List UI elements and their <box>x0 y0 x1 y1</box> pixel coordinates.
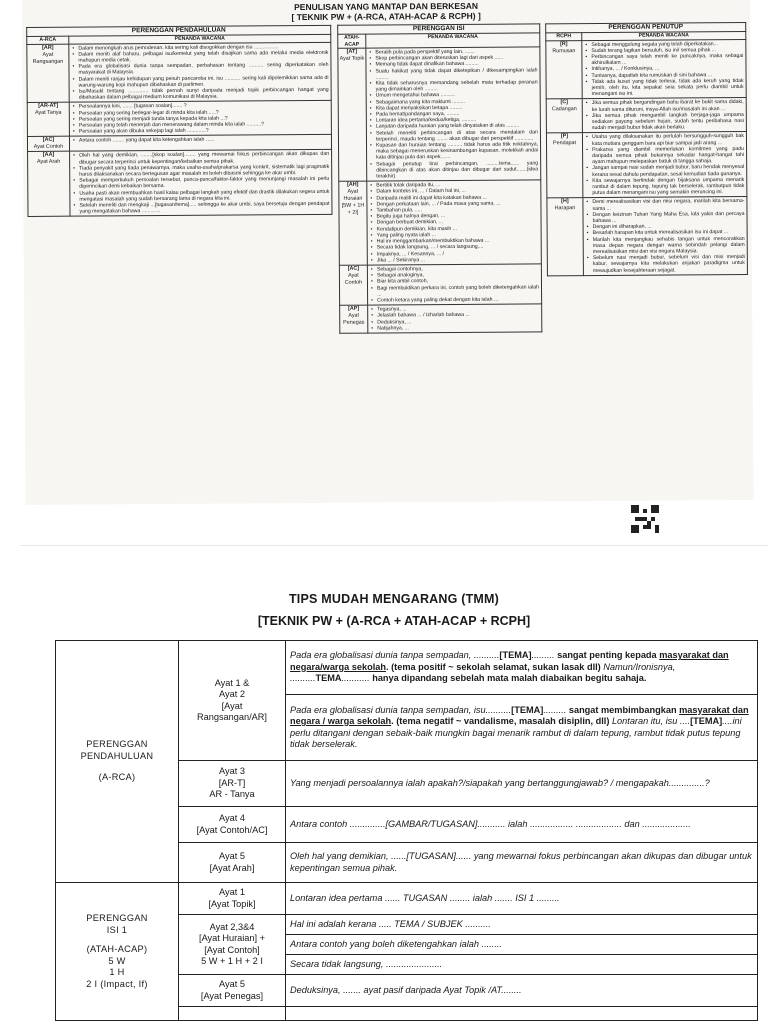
ayat-code: [AR-AT] Ayat Tanya <box>27 103 69 137</box>
list-item: • Dalam menongkah arus pemodenan, kita sering kali disogokkan dengan isu ................. <box>72 43 328 51</box>
list-item: • Sebagai analoginya, <box>371 272 539 279</box>
list-item: • Sebagaimana yang kita maklumi ......... <box>370 98 538 105</box>
list-item: • Sebagai contohnya, <box>371 265 539 272</box>
list-item: • Jangan sampai nasi sudah menjadi bubur, baru hendak menyesal kerana sesal dahulu pendapatan, sesal kemudian tiada gunanya. <box>586 164 744 178</box>
list-item: • Natijahnya, ... <box>371 324 539 331</box>
list-item: • Sudah terang lagikan bersuluh, isu ini/ semua pihak ... <box>585 47 743 54</box>
section-heading: PERENGGAN ISI <box>337 23 540 33</box>
list-item: • Jika semua pihak mengambil langkah berjaga-jaga umpama sediakan payung sebelum hujan, sudah tentu peribahasa nasi sudah menjadi bubur tidak akan berlaku. <box>586 112 744 132</box>
list-item: • Persoalannya kini, ....... [tugasan soalan]....... ? <box>73 102 329 110</box>
ayat-label: Ayat 1 & Ayat 2 [Ayat Rangsangan/AR] <box>179 641 286 761</box>
ayat-code: [AA] Ayat Arah <box>28 152 70 217</box>
list-item: • Setelah meneliti dan mengkaji ...[tugasan/tema]..... sehingga ke akar umbi, saya bersetuju dengan pendapat yang mengatakan bahawa ............. <box>73 201 329 215</box>
penanda-wacana-list <box>70 150 332 217</box>
table-row <box>546 39 746 99</box>
table-row <box>27 42 331 103</box>
list-item: • Yang paling nyata ialah ... <box>371 231 539 238</box>
table-row-cut-off <box>179 1007 286 1021</box>
list-item: • Persoalan yang sering menjadi tanda tanya kepada kita ialah ...? <box>73 115 329 123</box>
list-item: • Dengan ini diharapkan, ... <box>587 223 745 230</box>
table-row <box>546 132 746 198</box>
list-item: • Tidak ada kusut yang tidak terlerai, tidak ada keruh yang tidak jernih, oleh itu, kita sepakat seia sekata perlu diambil untuk menangani isu ini. <box>586 78 744 98</box>
list-item: • Deduksinya, ... <box>371 318 539 325</box>
ayat-label: Ayat 2,3&4 [Ayat Huraian] + [Ayat Contoh] 5 W + 1 H + 2 I <box>179 915 286 975</box>
list-item: • Kita sewajarnya bertindak dengan bijaksana umpama menarik rambut di dalam tepung, tepung tak berselerak, rambutpun tidak putus dalam menangani isu yang semakin meruncing ini. <box>586 177 744 197</box>
list-item: • Oleh hal yang demikian, ........[skop soalan]........ yang mewarnai fokus perbincangan akan dikupas dan dibugar secara terperinci untuk kepentingan/kebaikan semua pihak. <box>73 151 329 165</box>
bottom-page-title: TIPS MUDAH MENGARANG (TMM) <box>288 592 500 606</box>
ayat-label: Ayat 4 [Ayat Contoh/AC] <box>179 807 286 843</box>
penanda-wacana-list <box>582 98 746 133</box>
table-row <box>546 98 746 133</box>
top-page-subtitle: [ TEKNIK PW + (A-RCA, ATAH-ACAP & RCPH) ] <box>291 10 481 23</box>
list-item: • Skop perbincangan akan diteruskan lagi dari aspek ...... <box>369 55 537 62</box>
list-item: • Kita tidak seharusnya memandang sebelah mata terhadap peranan yang dimainkan oleh ......... <box>370 79 538 93</box>
penanda-wacana-list <box>367 180 542 265</box>
list-item: • Isu/Masukl tentang .............. tidak pernah sunyi daripada menjadi topik perbincangan hangat yang dibahaskan dalam pelbagai medium komunikasi di Malaysia. <box>73 87 329 101</box>
penanda-wacana-list <box>366 47 541 181</box>
ayat-code: [AC] Ayat Contoh <box>27 137 69 152</box>
list-item: • Kendatipun demikian, kita masih ... <box>371 225 539 232</box>
label-pendahuluan: PERENGGAN PENDAHULUAN (A-RCA) <box>56 641 179 883</box>
list-item: • Pada era globalisasi dunia tanpa sempadan, perbahasan tentang .......... sering diperkatakan oleh masyarakat di Malaysia. <box>72 62 328 76</box>
column-header-penanda: PENANDA WACANA <box>69 34 331 43</box>
list-item: • Secara tidak langsung, ... / secara langsung,... <box>371 244 539 251</box>
list-item: • Bertitik tolak daripada itu, ... <box>370 182 538 189</box>
list-item: • Setelah meneliti perbincangan di atas secara mendalam dan terperinci, maudu tentang ........ akan dibugar dari perspektif ............. <box>370 129 538 143</box>
list-item: • Marilah kita menjangkau sehabis tangan untuk mencorakkan masa depan negara dengan warna sebindah pelangi dalam merealisasikan misi dan visi negara Malaysia. <box>587 236 745 256</box>
list-item: • Pada hemat/pandangan saya, ......... <box>370 110 538 117</box>
list-item: • Umum mengetahui bahawa .......... <box>370 92 538 99</box>
list-item: • Persoalan yang telah menerjah dan menerawang dalam minda kita ialah ..........? <box>73 121 329 129</box>
list-item: • Lontaran idea pertama/kedua/ketiga, .......... <box>370 117 538 124</box>
penanda-wacana-list <box>582 39 746 99</box>
list-item: • Daripada realiti ini dapat kita katakan bahawa ... <box>370 194 538 201</box>
top-page-document <box>22 0 754 505</box>
section-penutup <box>545 22 749 498</box>
list-item: • Demi merealisasikan visi dan misi negara, marilah kita bersama-sama ... <box>586 198 744 212</box>
list-item: • Dalam meniti ranjau kehidupan yang penuh pancaroba ini, isu ........... sering kali dipolemikkan sama ada di warung-warung kopi mahupun dibahaskan di parlimen. <box>73 74 329 88</box>
ayat-code: [AT] Ayat Topik <box>338 48 367 181</box>
list-item: • Perbincangan saya telah meniti ke puncaknya, maka sebagai akhirulkalam ... <box>585 53 743 67</box>
list-item: • Kupasan dan huraian tentang .......... tidak harus ada titik noktahnya, maka sebagai meneruskan kesinambungan kupasan, molekkah andai kata ditinjau pula dari aspek....... <box>370 141 538 161</box>
ayat-label: Ayat 5 [Ayat Penegas] <box>179 975 286 1007</box>
ayat-code: [AC] Ayat Contoh <box>339 265 367 305</box>
isi-table <box>337 32 542 333</box>
table-row <box>338 47 541 182</box>
list-item: • Dalam meniti alaf baharu, pelbagai isu/kemelut yang telah disajikan sama ada melalui media elektronik mahupun media cetak. <box>72 50 328 64</box>
list-item: • Bagi membuktikan perkara ini, contoh yang boleh diketengahkan ialah ... <box>371 284 539 298</box>
list-item: • Begitu juga halnya dengan, ... <box>371 213 539 220</box>
pendahuluan-table <box>26 34 332 217</box>
section-pendahuluan <box>26 25 334 502</box>
list-item: • Dengan perkataan lain, ... / Pada masa yang sama, ... <box>370 200 538 207</box>
list-item: • Suatu hakikat yang tidak dapat diketepikan / dikesampingkan ialah ......... <box>369 67 537 81</box>
template-sentence: Secara tidak langsung, ...................... <box>286 955 758 975</box>
column-header-code: RCPH <box>546 33 582 41</box>
list-item: • Tiada penyakit yang tiada penawarnya, maka usaha-usaha/prakarsa yang konkrit, sistematik lagi pragmatik harus dilaksanakan secara bertegusan agar masalah ini boleh dibasmi sehingga ke akar umbi. <box>73 164 329 178</box>
list-item: • Beralih pula pada perspektif yang lain, ....... <box>369 48 537 55</box>
ayat-code: [AR] Ayat Rangsangan <box>27 44 69 103</box>
ayat-code: [P] Pendapat <box>546 133 582 198</box>
column-header-penanda: PENANDA WACANA <box>366 33 540 48</box>
ayat-code: [R] Rumusan <box>546 40 582 99</box>
bottom-page-document <box>20 545 768 1024</box>
ayat-code: [AP] Ayat Penegas <box>340 305 368 333</box>
section-isi <box>337 23 543 499</box>
penutup-table <box>545 31 748 276</box>
table-row <box>547 197 748 276</box>
table-row <box>27 101 331 137</box>
list-item: • Prakarsa yang diambil memerlukan komitmen yang padu daripada semua pihak bukannya sekadar hangat-hangat tahi ayam mahupun melepaskan batuk di tangga sahaja. <box>586 146 744 166</box>
list-item: • Antara contoh ........ yang dapat kita ketengahkan ialah ...... <box>73 136 329 144</box>
template-sentence: Oleh hal yang demikian, ......[TUGASAN]...... yang mewarnai fokus perbincangan akan dikupas dan dibugar untuk kepentingan semua pihak. <box>286 843 758 883</box>
table-row <box>339 264 541 306</box>
list-item: • Tambahan pula, ..... <box>370 206 538 213</box>
list-item: • Lanjutan daripada huraian yang telah dinyatakan di atas ......... <box>370 123 538 130</box>
template-sentence: Antara contoh ..............[GAMBAR/TUGASAN]........... ialah ................. .................. dan ................... <box>286 807 758 843</box>
template-sentence: Yang menjadi persoalannya ialah apakah?/siapakah yang bertanggungjawab? / mengapakah..............? <box>286 761 758 807</box>
ayat-label: Ayat 3 [AR-T] AR - Tanya <box>179 761 286 807</box>
template-sentence: Hal ini adalah kerana ..... TEMA / SUBJEK .......... <box>286 915 758 935</box>
column-header-code: A-RCA <box>27 36 69 44</box>
table-row-cut-off <box>286 1007 758 1021</box>
list-item: • Jelaslah bahawa ... / Izharlah bahawa ... <box>371 312 539 319</box>
section-heading: PERENGGAN PENUTUP <box>545 22 746 32</box>
template-sentence: Pada era globalisasi dunia tanpa sempadan, ..........[TEMA]......... sangat penting kepada masyarakat dan negara/warga sekolah. (tema positif ~ sekolah selamat, sukan lasak dll) Namun/Ironisnya, ..........TEMA........... hanya dipandang sebelah mata malah diabaikan begitu sahaja. <box>286 641 758 695</box>
list-item: • Memang tidak dapat dinafikan bahawa ......... <box>369 61 537 68</box>
list-item: • Jika semua pihak bergandingan bahu ibarat ke bukit sama didaki, ke lurah sama dituruni, insya-Allah isu/masalah ini akan ... <box>586 99 744 113</box>
list-item: • Jika ... / Sekiranya ... <box>371 256 539 263</box>
ayat-code: [C] Cadangan <box>546 99 582 133</box>
list-item: • Usaha yang dilaksanakan itu perlulah bersungguh-sungguh bak kata mutiara genggam bara api biar sampai jadi arang ... <box>586 133 744 147</box>
ayat-label: Ayat 1 [Ayat Topik] <box>179 883 286 915</box>
template-sentence: Antara contoh yang boleh diketengahkan ialah ........ <box>286 935 758 955</box>
list-item: • Biar kita ambil contoh, <box>371 278 539 285</box>
penanda-wacana-list <box>582 132 746 198</box>
tmm-table <box>55 640 758 1021</box>
penanda-wacana-list <box>368 304 542 333</box>
list-item: • Tegasnya, ... <box>371 306 539 313</box>
template-sentence: Deduksinya, ....... ayat pasif daripada Ayat Topik /AT........ <box>286 975 758 1007</box>
list-item: • Intihanya, ... / Konklusinya, ... <box>585 65 743 72</box>
list-item: • Dengan keizinan Tuhan Yang Maha Esa, kita yakin dan percaya bahawa ... <box>586 211 744 225</box>
list-item: • Kita dapat menyaksikan betapa ......... <box>370 104 538 111</box>
list-item: • Sebelum nasi menjadi bubur, sebelum visi dan misi menjadi kabur, sewajarnya kita melakukan anjakan paradigma untuk mewujudkan kesejahteraan sejagat. <box>587 254 745 274</box>
list-item: • Sebagai penutup tirai perbincangan, .........tema...... yang dibincangkan di atas akan ditinjau dan dibugar dari sudut.......(idea terakhir) <box>370 160 538 180</box>
list-item: • Sebagai menggulung segala yang telah diperkatakan... <box>585 40 743 47</box>
bottom-page-subtitle: [TEKNIK PW + (A-RCA + ATAH-ACAP + RCPH] <box>257 614 531 628</box>
top-page-title: PENULISAN YANG MANTAP DAN BERKESAN <box>294 0 479 13</box>
table-row <box>339 180 542 265</box>
list-item: • Dalam konteks ini, ... / Dalam hal ini, ... <box>370 188 538 195</box>
penanda-wacana-list <box>69 101 331 137</box>
table-row <box>340 304 542 333</box>
list-item: • Hal ini menggambarkan/membuktikan bahawa ... <box>371 237 539 244</box>
list-item: • Persoalan yang akan dibuka sekejap lagi ialah .............? <box>73 127 329 135</box>
penanda-wacana-list <box>367 264 541 305</box>
penanda-wacana-list <box>583 197 748 276</box>
ayat-code: [H] Harapan <box>547 198 584 276</box>
section-heading: PERENGGAN PENDAHULUAN <box>26 25 331 36</box>
penanda-wacana-list <box>69 42 331 103</box>
table-row <box>28 150 332 217</box>
template-sentence: Pada era globalisasi dunia tanpa sempadan, isu..........[TEMA]......... sangat membimbangkan masyarakat dan negara / warga sekolah. (tema negatif ~ vandalisme, masalah disiplin, dll) Lontaran itu, isu ....[TEMA]....ini perlu ditangani dengan sebaik-baik mungkin bagai menarik rambut di dalam tepung, rambut tidak putus tepung tidak berselerak. <box>286 695 758 761</box>
label-isi-1: PERENGGAN ISI 1 (ATAH-ACAP) 5 W 1 H 2 I (Impact, If) <box>56 883 179 1021</box>
list-item: • Contoh ketara yang paling dekat dengan kita ialah ... <box>371 296 539 303</box>
column-header-code: ATAH-ACAP <box>338 34 366 48</box>
list-item: • Usaha pasti akan membuahkan hasil kalau pelbagai langkah yang efektif dan drastik dilakukan segera untuk mengatasi masalah yang sudah bersarang lama di negara kita ini. <box>73 188 329 202</box>
list-item: • Besarlah harapan kita untuk merealisasikan isu ini dapat ... <box>587 229 745 236</box>
list-item: • Impaknya, ... / Kesannya, ... / <box>371 250 539 257</box>
column-header-penanda: PENANDA WACANA <box>582 31 746 40</box>
ayat-code: [AH] Ayat Huraian [5W + 1H + 2I] <box>339 181 368 265</box>
list-item: • Persoalan yang sering berlegar-legar di minda kita ialah......? <box>73 108 329 116</box>
list-item: • Tuntasnya, dapatlah kita rumuskan di sini bahawa ... <box>586 71 744 78</box>
list-item: • Dengan berbuat demikian, ... <box>371 219 539 226</box>
ayat-label: Ayat 5 [Ayat Arah] <box>179 843 286 883</box>
list-item: • Sebagai memperkukuh persoalan tersebut, punca-punca/faktor-faktor yang menunjangi masalah ini perlu diperincikan demi kebaikan bersama. <box>73 176 329 190</box>
qr-code-icon <box>631 505 659 533</box>
template-sentence: Lontaran idea pertama ...... TUGASAN ........ ialah ....... ISI 1 ......... <box>286 883 758 915</box>
